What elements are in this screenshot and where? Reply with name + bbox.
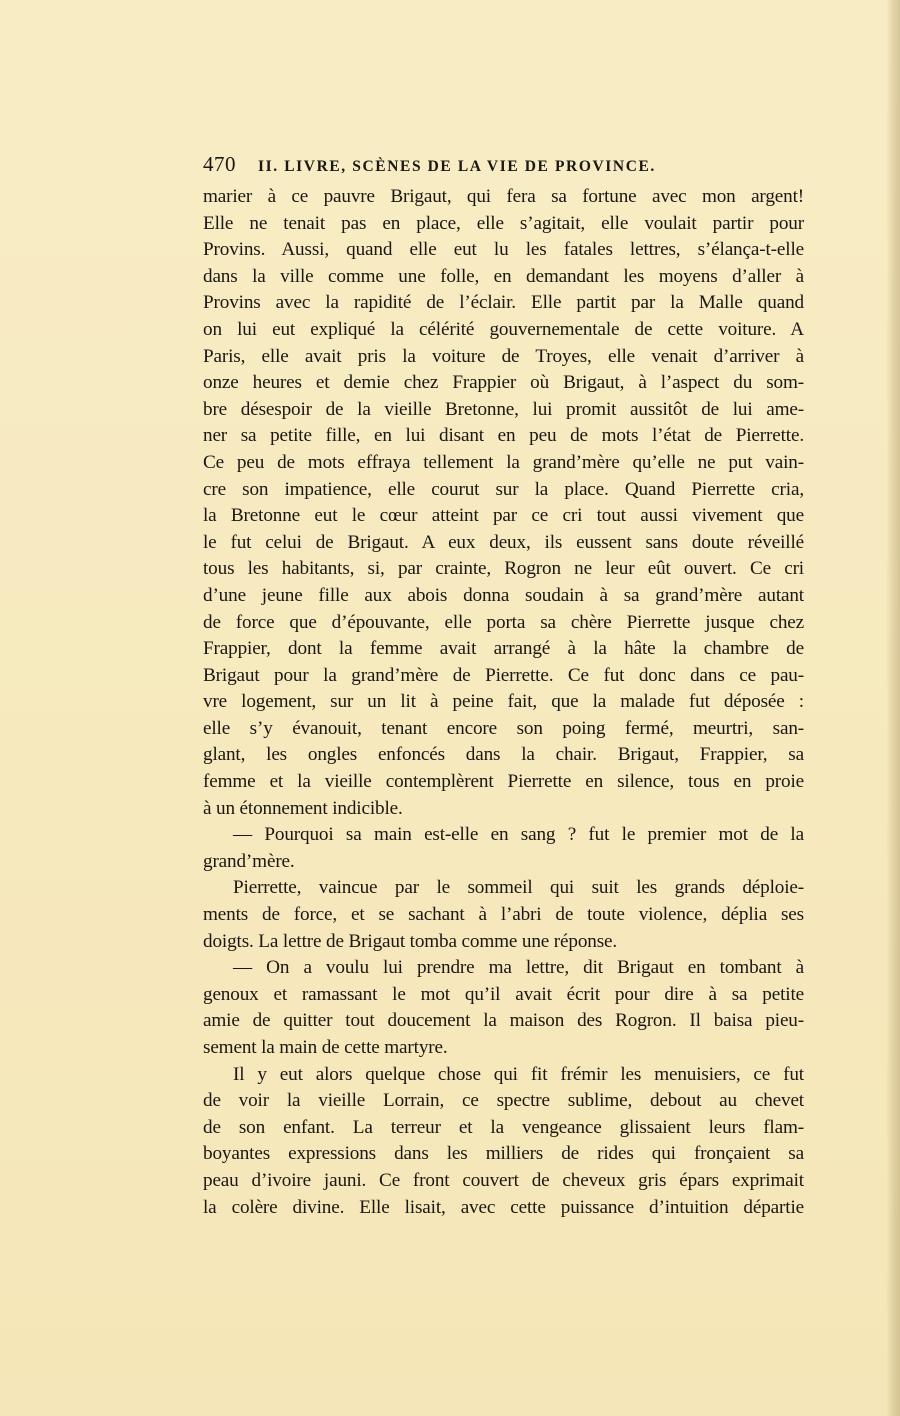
- text-line: — Pourquoi sa main est-elle en sang ? fut le premier mot de la: [233, 824, 804, 846]
- text-line: doigts. La lettre de Brigaut tomba comme une réponse.: [203, 930, 618, 952]
- text-line: peau d’ivoire jauni. Ce front couvert de cheveux gris épars exprimait: [203, 1169, 804, 1191]
- body-text: [203, 184, 804, 1221]
- text-line: ments de force, et se sachant à l’abri de toute violence, déplia ses: [203, 904, 804, 926]
- text-line: de voir la vieille Lorrain, ce spectre sublime, debout au chevet: [203, 1090, 804, 1112]
- text-line: Pierrette, vaincue par le sommeil qui suit les grands déploie-: [233, 877, 804, 899]
- text-line: femme et la vieille contemplèrent Pierrette en silence, tous en proie: [203, 771, 804, 793]
- text-line: onze heures et demie chez Frappier où Brigaut, à l’aspect du som-: [203, 372, 804, 394]
- text-line: amie de quitter tout doucement la maison des Rogron. Il baisa pieu-: [203, 1010, 804, 1032]
- text-line: boyantes expressions dans les milliers de rides qui fronçaient sa: [203, 1143, 804, 1165]
- text-line: marier à ce pauvre Brigaut, qui fera sa fortune avec mon argent!: [203, 186, 804, 207]
- text-line: la Bretonne eut le cœur atteint par ce cri tout aussi vivement que: [203, 505, 804, 527]
- page-header: [203, 152, 803, 180]
- text-line: dans la ville comme une folle, en demandant les moyens d’aller à: [203, 265, 804, 287]
- text-line: le fut celui de Brigaut. A eux deux, ils eussent sans doute réveillé: [203, 531, 804, 553]
- text-line: à un étonnement indicible.: [203, 797, 403, 819]
- text-line: vre logement, sur un lit à peine fait, que la malade fut déposée :: [203, 691, 804, 713]
- text-line: de son enfant. La terreur et la vengeance glissaient leurs flam-: [203, 1116, 804, 1138]
- text-line: glant, les ongles enfoncés dans la chair. Brigaut, Frappier, sa: [203, 744, 804, 766]
- text-line: genoux et ramassant le mot qu’il avait écrit pour dire à sa petite: [203, 983, 804, 1005]
- text-line: grand’mère.: [203, 850, 295, 872]
- text-line: Paris, elle avait pris la voiture de Troyes, elle venait d’arriver à: [203, 345, 804, 367]
- text-line: bre désespoir de la vieille Bretonne, lui promit aussitôt de lui ame-: [203, 398, 804, 420]
- text-line: cre son impatience, elle courut sur la place. Quand Pierrette cria,: [203, 478, 804, 500]
- text-line: sement la main de cette martyre.: [203, 1037, 448, 1058]
- text-line: d’une jeune fille aux abois donna soudain à sa grand’mère autant: [203, 584, 804, 606]
- text-line: tous les habitants, si, par crainte, Rogron ne leur eût ouvert. Ce cri: [203, 558, 804, 580]
- text-line: Provins avec la rapidité de l’éclair. Elle partit par la Malle quand: [203, 292, 804, 314]
- text-line: ner sa petite fille, en lui disant en peu de mots l’état de Pierrette.: [203, 425, 804, 447]
- text-line: — On a voulu lui prendre ma lettre, dit Brigaut en tombant à: [233, 957, 804, 979]
- text-line: Provins. Aussi, quand elle eut lu les fatales lettres, s’élança-t-elle: [203, 239, 804, 261]
- page-number: 470: [203, 152, 236, 176]
- text-line: elle s’y évanouit, tenant encore son poing fermé, meurtri, san-: [203, 717, 804, 739]
- text-line: la colère divine. Elle lisait, avec cette puissance d’intuition départie: [203, 1196, 804, 1218]
- text-line: Ce peu de mots effraya tellement la grand’mère qu’elle ne put vain-: [203, 451, 804, 473]
- text-line: Frappier, dont la femme avait arrangé à la hâte la chambre de: [203, 638, 804, 660]
- running-head: II. LIVRE, SCÈNES DE LA VIE DE PROVINCE.: [258, 158, 656, 175]
- text-line: de force que d’épouvante, elle porta sa chère Pierrette jusque chez: [203, 611, 804, 633]
- text-line: on lui eut expliqué la célérité gouvernementale de cette voiture. A: [203, 318, 804, 340]
- text-line: Elle ne tenait pas en place, elle s’agitait, elle voulait partir pour: [203, 212, 804, 234]
- text-line: Brigaut pour la grand’mère de Pierrette. Ce fut donc dans ce pau-: [203, 664, 804, 686]
- text-line: Il y eut alors quelque chose qui fit frémir les menuisiers, ce fut: [233, 1063, 804, 1085]
